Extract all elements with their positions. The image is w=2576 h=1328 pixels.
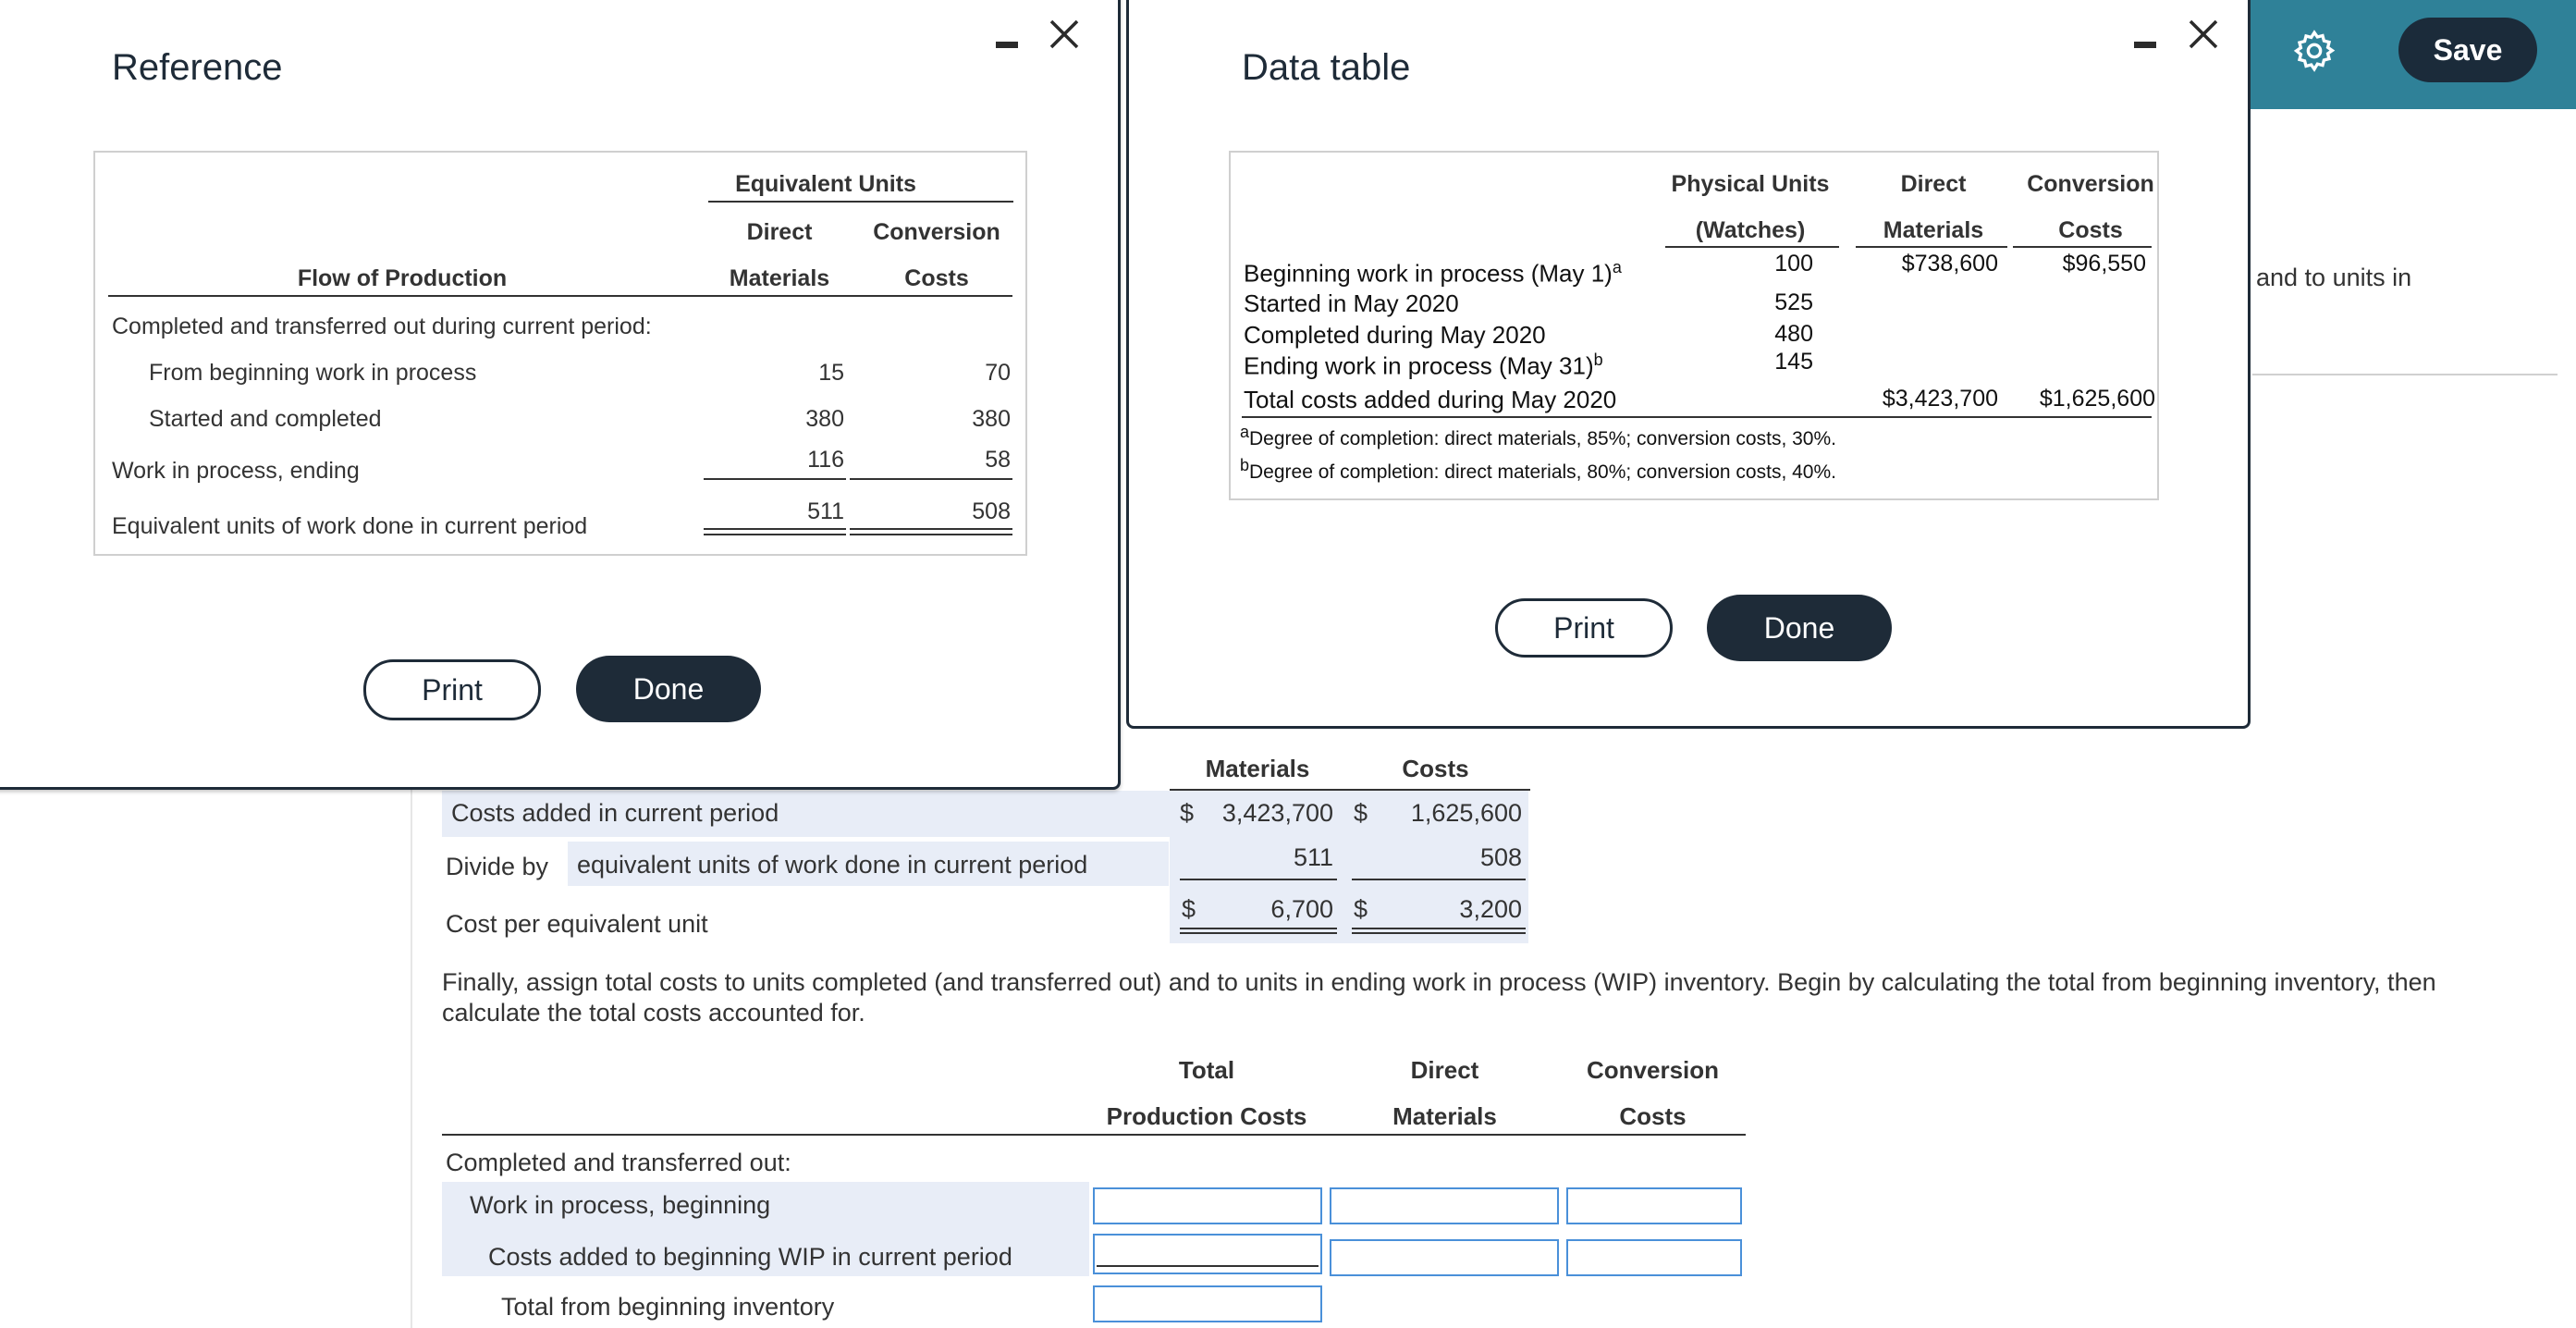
double-underline	[1352, 928, 1526, 929]
row-eu-total-label: Equivalent units of work done in current period	[112, 513, 588, 539]
divider	[2252, 374, 2558, 375]
divider	[1665, 246, 1839, 248]
header-materials: Materials	[1392, 1102, 1497, 1130]
double-underline	[850, 528, 1012, 530]
header-materials: Materials	[1205, 755, 1310, 782]
row-started-label: Started and completed	[149, 406, 382, 432]
header-equivalent-units: Equivalent Units	[735, 171, 916, 197]
currency-symbol: $	[1354, 895, 1368, 923]
close-icon[interactable]	[2185, 16, 2222, 53]
double-underline	[1180, 932, 1337, 934]
dm-cost-per-eu: 6,700	[1270, 895, 1333, 923]
beg-cc: $96,550	[2062, 251, 2146, 277]
header-conversion: Conversion	[1586, 1056, 1720, 1084]
total-beg-inventory-input[interactable]	[1093, 1285, 1322, 1322]
end-units: 145	[1774, 349, 1813, 375]
from-beg-dm: 15	[818, 360, 844, 386]
header-costs: Costs	[1402, 755, 1469, 782]
divider	[1242, 416, 2152, 418]
total-costs-added-beg-input[interactable]	[1093, 1234, 1322, 1274]
currency-symbol: $	[1354, 799, 1368, 827]
eu-total-cc: 508	[972, 498, 1011, 524]
wip-end-cc: 58	[985, 447, 1011, 473]
cc-cost-per-eu: 3,200	[1459, 895, 1522, 923]
header-direct: Direct	[1410, 1056, 1479, 1084]
divider	[108, 295, 1012, 297]
header-conversion: Conversion	[873, 219, 1000, 245]
cc-eu: 508	[1479, 843, 1522, 871]
divide-by-label: Divide by	[446, 853, 549, 880]
row-beg-wip-label: Beginning work in process (May 1)$^a$	[1244, 258, 1622, 288]
header-costs: Costs	[904, 265, 969, 291]
header-conversion: Conversion	[2027, 171, 2154, 197]
divider	[1856, 246, 2007, 248]
total-dm: $3,423,700	[1882, 386, 1998, 412]
row-completed-label: Completed during May 2020	[1244, 321, 1546, 349]
divide-by-select-value: equivalent units of work done in current period	[577, 851, 1088, 879]
cc-wip-beg-input[interactable]	[1566, 1187, 1742, 1224]
beg-dm: $738,600	[1901, 251, 1998, 277]
completed-units: 480	[1774, 321, 1813, 347]
total-cc: $1,625,600	[2039, 386, 2155, 412]
currency-symbol: $	[1182, 895, 1196, 923]
divider	[708, 201, 1013, 203]
divider	[1097, 1265, 1319, 1267]
cc-costs-added: 1,625,600	[1410, 799, 1522, 827]
divider	[1180, 879, 1337, 880]
instructions-text: Finally, assign total costs to units completed (and transferred out) and to units in ending work in process (WIP) inventory. Begin by calculating the total from beginning inventory, then calculate the total costs accounted for.	[442, 968, 2436, 1027]
row-from-beg-label: From beginning work in process	[149, 360, 477, 386]
print-button[interactable]: Print	[363, 659, 541, 720]
beg-units: 100	[1774, 251, 1813, 277]
header-production-costs: Production Costs	[1106, 1102, 1307, 1130]
header-total: Total	[1178, 1056, 1235, 1084]
double-underline	[704, 528, 846, 530]
row-end-wip-label: Ending work in process (May 31)$^b$	[1244, 350, 1603, 380]
header-watches: (Watches)	[1695, 217, 1806, 243]
row-completed-header: Completed and transferred out during current period:	[112, 314, 652, 339]
minimize-icon[interactable]	[988, 25, 1025, 62]
double-underline	[704, 534, 846, 535]
header-costs: Costs	[1619, 1102, 1687, 1130]
started-units: 525	[1774, 289, 1813, 315]
row-wip-beg-label: Work in process, beginning	[470, 1191, 771, 1219]
row-started-label: Started in May 2020	[1244, 289, 1459, 317]
row-total-costs-label: Total costs added during May 2020	[1244, 386, 1617, 413]
dm-costs-added: 3,423,700	[1221, 799, 1333, 827]
header-costs: Costs	[2058, 217, 2123, 243]
dm-costs-added-beg-input[interactable]	[1330, 1239, 1559, 1276]
dialog-title: Reference	[112, 47, 283, 88]
done-button[interactable]: Done	[1707, 595, 1892, 661]
data-table	[1229, 151, 2159, 500]
dialog-title: Data table	[1242, 47, 1411, 88]
divider	[704, 478, 846, 480]
gear-icon[interactable]	[2291, 28, 2337, 74]
divider	[2013, 246, 2152, 248]
divider	[442, 1134, 1746, 1136]
row-cost-per-eu-label: Cost per equivalent unit	[446, 910, 708, 938]
row-costs-added-beg-label: Costs added to beginning WIP in current period	[488, 1243, 1012, 1271]
double-underline	[1352, 932, 1526, 934]
row-total-beg-label: Total from beginning inventory	[501, 1293, 835, 1321]
wip-end-dm: 116	[807, 447, 844, 473]
background-text-fragment: and to units in	[2256, 264, 2412, 291]
double-underline	[1180, 928, 1337, 929]
header-direct: Direct	[1900, 171, 1967, 197]
close-icon[interactable]	[1046, 16, 1083, 53]
divider	[1352, 879, 1526, 880]
save-button[interactable]: Save	[2398, 18, 2537, 82]
double-underline	[850, 534, 1012, 535]
header-physical-units: Physical Units	[1671, 171, 1830, 197]
footnote-a: $^a$Degree of completion: direct materials, 85%; conversion costs, 30%.	[1240, 423, 1836, 449]
footnote-b: $^b$Degree of completion: direct materials, 80%; conversion costs, 40%.	[1240, 456, 1836, 483]
reference-table	[93, 151, 1027, 556]
row-costs-added-label: Costs added in current period	[451, 799, 779, 827]
dm-eu: 511	[1293, 843, 1333, 871]
started-cc: 380	[972, 406, 1011, 432]
done-button[interactable]: Done	[576, 656, 761, 722]
dm-wip-beg-input[interactable]	[1330, 1187, 1559, 1224]
started-dm: 380	[805, 406, 844, 432]
data-table-dialog	[1126, 0, 2251, 729]
from-beg-cc: 70	[985, 360, 1011, 386]
eu-total-dm: 511	[807, 498, 844, 524]
print-button[interactable]: Print	[1495, 598, 1673, 658]
header-materials: Materials	[729, 265, 830, 291]
currency-symbol: $	[1180, 799, 1195, 827]
cc-costs-added-beg-input[interactable]	[1566, 1239, 1742, 1276]
header-materials: Materials	[1883, 217, 1984, 243]
row-completed-label: Completed and transferred out:	[446, 1149, 791, 1176]
total-wip-beg-input[interactable]	[1093, 1187, 1322, 1224]
minimize-icon[interactable]	[2127, 25, 2164, 62]
header-flow-of-production: Flow of Production	[297, 265, 508, 291]
header-direct: Direct	[746, 219, 813, 245]
divider	[850, 478, 1012, 480]
reference-dialog	[0, 0, 1121, 790]
row-wip-end-label: Work in process, ending	[112, 458, 360, 484]
